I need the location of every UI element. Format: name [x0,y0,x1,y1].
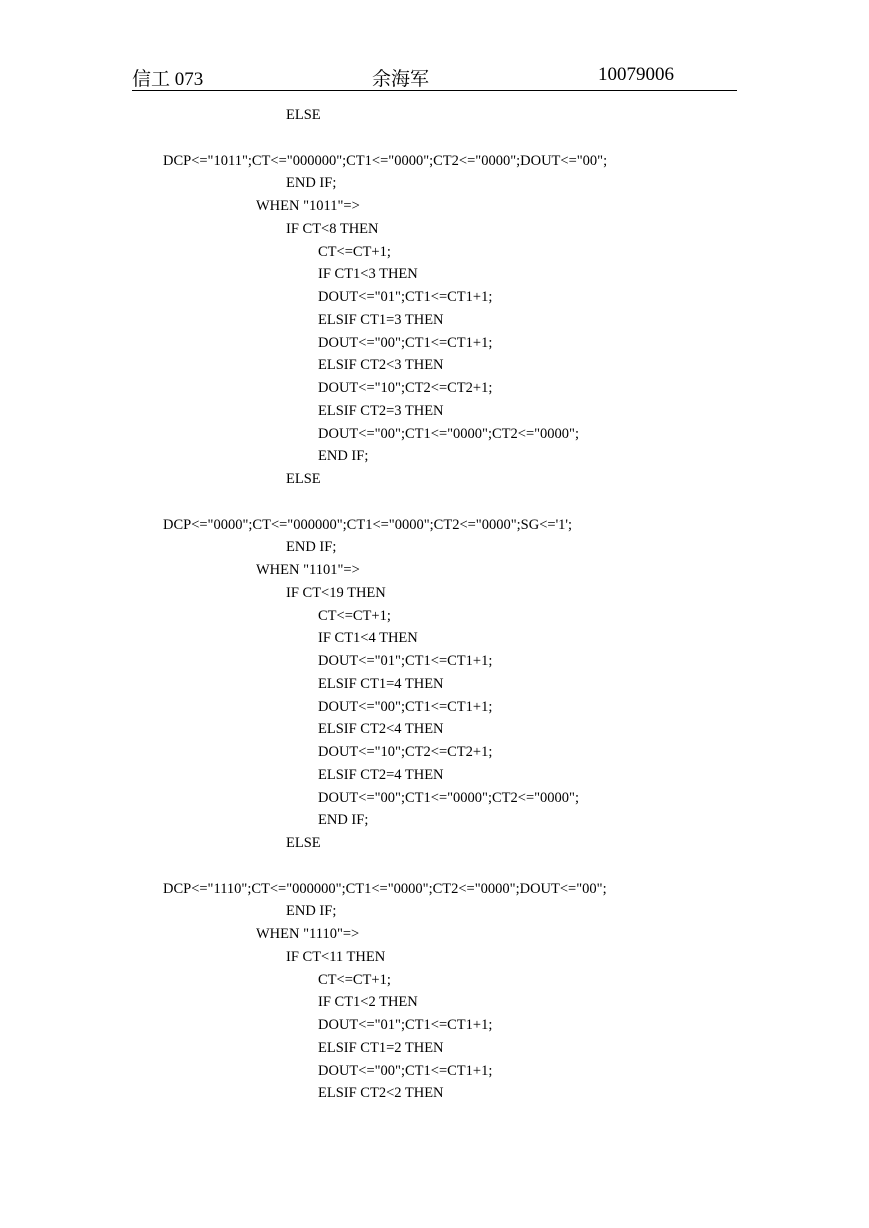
code-line: DOUT<="00";CT1<="0000";CT2<="0000"; [318,425,579,442]
code-line: DOUT<="10";CT2<=CT2+1; [318,380,493,396]
code-line: ELSE [286,471,321,487]
code-line: IF CT<19 THEN [286,584,386,601]
code-line: IF CT<8 THEN [286,220,379,237]
code-line: ELSIF CT2=3 THEN [318,402,444,419]
code-line: ELSIF CT1=2 THEN [318,1039,444,1056]
blank-line [0,491,869,514]
code-line: CT<=CT+1; [318,971,391,988]
code-line: DOUT<="01";CT1<=CT1+1; [318,1017,493,1033]
code-line: DCP<="0000";CT<="000000";CT1<="0000";CT2<="0000";SG<='1'; [163,516,573,533]
code-line: DOUT<="00";CT1<=CT1+1; [318,334,493,351]
code-line: END IF; [318,812,369,829]
page-header [132,62,737,91]
code-line: ELSIF CT2<3 THEN [318,357,444,374]
code-line: ELSIF CT2<4 THEN [318,721,444,738]
code-line: END IF; [318,448,369,465]
code-line: DOUT<="01";CT1<=CT1+1; [318,653,493,669]
code-line: DOUT<="00";CT1<=CT1+1; [318,1062,493,1079]
code-line: ELSE [286,835,321,851]
code-line: ELSIF CT1=4 THEN [318,675,444,692]
code-line: WHEN "1101"=> [256,562,360,578]
code-line: DOUT<="10";CT2<=CT2+1; [318,744,493,760]
code-line: END IF; [286,539,337,556]
code-line: DCP<="1110";CT<="000000";CT1<="0000";CT2<="0000";DOUT<="00"; [163,880,607,897]
code-line: IF CT1<4 THEN [318,630,418,647]
code-line: ELSIF CT2<2 THEN [318,1085,444,1102]
code-line: DOUT<="00";CT1<=CT1+1; [318,698,493,715]
code-line: END IF; [286,903,337,920]
code-line: DOUT<="01";CT1<=CT1+1; [318,289,493,305]
code-line: DCP<="1011";CT<="000000";CT1<="0000";CT2<="0000";DOUT<="00"; [163,152,608,169]
code-line: DOUT<="00";CT1<="0000";CT2<="0000"; [318,789,579,806]
blank-line [0,127,869,150]
code-line: IF CT<11 THEN [286,948,386,965]
header-author-name: 余海军 [372,69,430,90]
code-line: CT<=CT+1; [318,607,391,624]
header-class-label: 信工 073 [132,69,204,90]
code-line: WHEN "1011"=> [256,198,360,214]
code-line: END IF; [286,175,337,192]
blank-line [0,855,869,878]
code-line: ELSE [286,107,321,123]
header-student-id: 10079006 [598,64,674,85]
code-listing [0,104,869,1105]
code-line: IF CT1<2 THEN [318,994,418,1011]
code-line: WHEN "1110"=> [256,926,360,942]
code-line: ELSIF CT2=4 THEN [318,766,444,783]
code-line: ELSIF CT1=3 THEN [318,311,444,328]
code-line: IF CT1<3 THEN [318,266,418,283]
code-line: CT<=CT+1; [318,243,391,260]
